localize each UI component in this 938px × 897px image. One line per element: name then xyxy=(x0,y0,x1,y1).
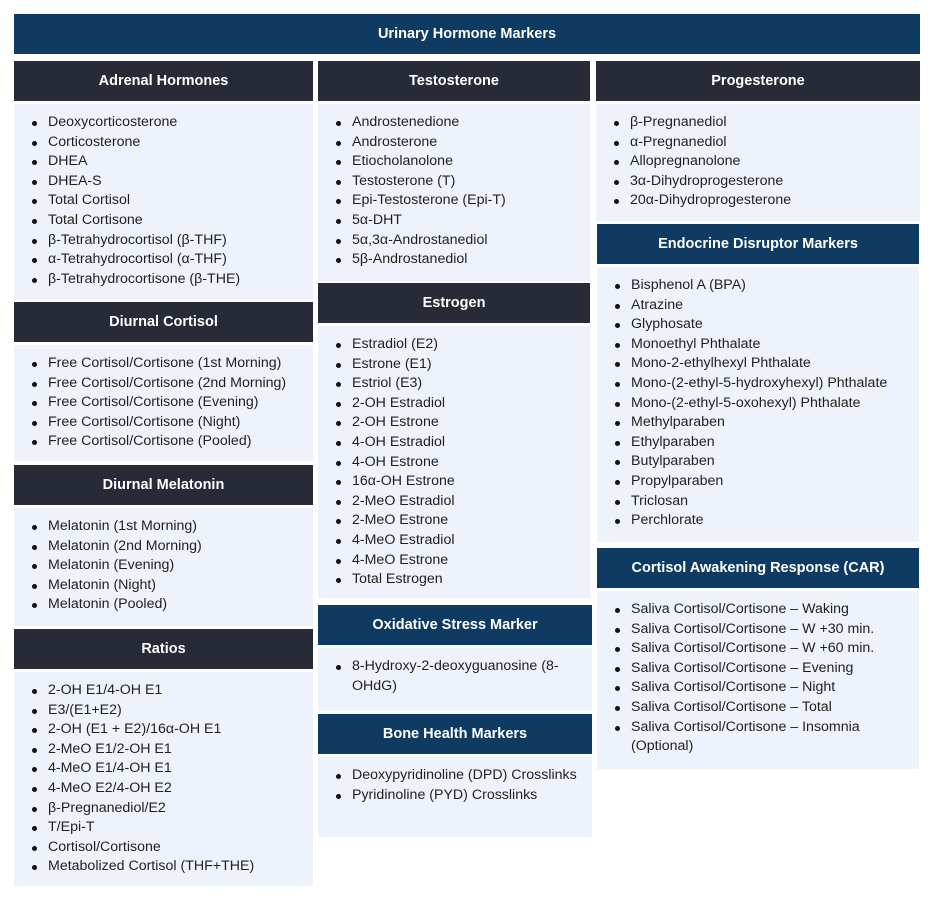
list-item: Saliva Cortisol/Cortisone – W +30 min. xyxy=(631,620,909,640)
section-progesterone xyxy=(596,61,920,221)
section-endocrine xyxy=(597,224,919,542)
section-diurnal-cortisol xyxy=(14,302,313,461)
list-item: Corticosterone xyxy=(48,133,303,153)
list-item: Total Cortisone xyxy=(48,211,303,231)
list-item: 16α-OH Estrone xyxy=(352,472,580,492)
list-item: Androsterone xyxy=(352,133,580,153)
section-ratios xyxy=(14,629,313,886)
list-item: Epi-Testosterone (Epi-T) xyxy=(352,191,580,211)
list-item: Perchlorate xyxy=(631,511,909,531)
list-item: Saliva Cortisol/Cortisone – Night xyxy=(631,678,909,698)
section-endocrine-header: Endocrine Disruptor Markers xyxy=(597,224,919,264)
list-item: Propylparaben xyxy=(631,472,909,492)
section-diurnal-cortisol-list xyxy=(24,354,303,452)
list-item: Saliva Cortisol/Cortisone – Waking xyxy=(631,600,909,620)
section-ratios-header: Ratios xyxy=(14,629,313,669)
list-item: 4-MeO E1/4-OH E1 xyxy=(48,759,303,779)
list-item: 2-OH E1/4-OH E1 xyxy=(48,681,303,701)
list-item: Free Cortisol/Cortisone (1st Morning) xyxy=(48,354,303,374)
list-item: Methylparaben xyxy=(631,413,909,433)
list-item: Butylparaben xyxy=(631,452,909,472)
section-diurnal-cortisol-header: Diurnal Cortisol xyxy=(14,302,313,342)
list-item: Melatonin (2nd Morning) xyxy=(48,537,303,557)
section-testosterone xyxy=(318,61,590,281)
section-progesterone-header: Progesterone xyxy=(596,61,920,101)
section-testosterone-list xyxy=(328,113,580,270)
list-item: Saliva Cortisol/Cortisone – Total xyxy=(631,698,909,718)
section-oxidative-header: Oxidative Stress Marker xyxy=(318,605,592,645)
list-item: 2-OH (E1 + E2)/16α-OH E1 xyxy=(48,720,303,740)
list-item: Free Cortisol/Cortisone (Evening) xyxy=(48,393,303,413)
list-item: 2-MeO Estradiol xyxy=(352,492,580,512)
list-item: Melatonin (Evening) xyxy=(48,556,303,576)
page-title: Urinary Hormone Markers xyxy=(14,14,920,54)
list-item: Melatonin (Pooled) xyxy=(48,595,303,615)
list-item: Estriol (E3) xyxy=(352,374,580,394)
list-item: Mono-(2-ethyl-5-hydroxyhexyl) Phthalate xyxy=(631,374,909,394)
list-item: 4-MeO Estradiol xyxy=(352,531,580,551)
list-item: Total Cortisol xyxy=(48,191,303,211)
list-item: α-Tetrahydrocortisol (α-THF) xyxy=(48,250,303,270)
list-item: 4-OH Estradiol xyxy=(352,433,580,453)
list-item: 2-OH Estradiol xyxy=(352,394,580,414)
list-item: 2-OH Estrone xyxy=(352,413,580,433)
list-item: Ethylparaben xyxy=(631,433,909,453)
list-item: 5α,3α-Androstanediol xyxy=(352,231,580,251)
list-item: Free Cortisol/Cortisone (Pooled) xyxy=(48,432,303,452)
list-item: T/Epi-T xyxy=(48,818,303,838)
list-item: Estrone (E1) xyxy=(352,355,580,375)
list-item: Melatonin (1st Morning) xyxy=(48,517,303,537)
list-item: Allopregnanolone xyxy=(630,152,910,172)
list-item: Mono-(2-ethyl-5-oxohexyl) Phthalate xyxy=(631,394,909,414)
section-car-header: Cortisol Awakening Response (CAR) xyxy=(597,548,919,588)
list-item: Saliva Cortisol/Cortisone – Evening xyxy=(631,659,909,679)
list-item: 3α-Dihydroprogesterone xyxy=(630,172,910,192)
list-item: Atrazine xyxy=(631,296,909,316)
list-item: β-Pregnanediol xyxy=(630,113,910,133)
list-item: Free Cortisol/Cortisone (Night) xyxy=(48,413,303,433)
list-item: Total Estrogen xyxy=(352,570,580,590)
list-item: β-Tetrahydrocortisol (β-THF) xyxy=(48,231,303,251)
list-item: 4-MeO Estrone xyxy=(352,551,580,571)
section-adrenal-header: Adrenal Hormones xyxy=(14,61,313,101)
list-item: Glyphosate xyxy=(631,315,909,335)
list-item: Pyridinoline (PYD) Crosslinks xyxy=(352,786,582,806)
list-item: 2-MeO E1/2-OH E1 xyxy=(48,740,303,760)
list-item: α-Pregnanediol xyxy=(630,133,910,153)
list-item: β-Pregnanediol/E2 xyxy=(48,799,303,819)
list-item: Cortisol/Cortisone xyxy=(48,838,303,858)
list-item: DHEA-S xyxy=(48,172,303,192)
list-item: E3/(E1+E2) xyxy=(48,701,303,721)
list-item: Deoxycorticosterone xyxy=(48,113,303,133)
section-ratios-list xyxy=(24,681,303,877)
list-item: 20α-Dihydroprogesterone xyxy=(630,191,910,211)
list-item: Monoethyl Phthalate xyxy=(631,335,909,355)
list-item: 2-MeO Estrone xyxy=(352,511,580,531)
list-item: 4-OH Estrone xyxy=(352,453,580,473)
section-car-list xyxy=(607,600,909,757)
section-estrogen-list xyxy=(328,335,580,590)
list-item: Saliva Cortisol/Cortisone – W +60 min. xyxy=(631,639,909,659)
list-item: Androstenedione xyxy=(352,113,580,133)
section-bone-header: Bone Health Markers xyxy=(318,714,592,754)
list-item: Metabolized Cortisol (THF+THE) xyxy=(48,857,303,877)
list-item: Bisphenol A (BPA) xyxy=(631,276,909,296)
list-item: Etiocholanolone xyxy=(352,152,580,172)
list-item: β-Tetrahydrocortisone (β-THE) xyxy=(48,270,303,290)
section-bone xyxy=(318,714,592,837)
list-item: 5β-Androstanediol xyxy=(352,250,580,270)
section-testosterone-header: Testosterone xyxy=(318,61,590,101)
section-bone-list xyxy=(328,766,582,805)
list-item: Testosterone (T) xyxy=(352,172,580,192)
list-item: DHEA xyxy=(48,152,303,172)
section-diurnal-melatonin-list xyxy=(24,517,303,615)
list-item: Deoxypyridinoline (DPD) Crosslinks xyxy=(352,766,582,786)
list-item: 8-Hydroxy-2-deoxyguanosine (8-OHdG) xyxy=(352,657,582,696)
section-car xyxy=(597,548,919,769)
list-item: Saliva Cortisol/Cortisone – Insomnia (Optional) xyxy=(631,718,909,757)
list-item: Triclosan xyxy=(631,492,909,512)
section-progesterone-list xyxy=(606,113,910,211)
section-adrenal-list xyxy=(24,113,303,289)
section-estrogen-header: Estrogen xyxy=(318,283,590,323)
list-item: Melatonin (Night) xyxy=(48,576,303,596)
section-estrogen xyxy=(318,283,590,598)
list-item: Estradiol (E2) xyxy=(352,335,580,355)
list-item: Free Cortisol/Cortisone (2nd Morning) xyxy=(48,374,303,394)
section-oxidative-list xyxy=(328,657,582,696)
section-adrenal xyxy=(14,61,313,300)
list-item: Mono-2-ethylhexyl Phthalate xyxy=(631,354,909,374)
section-diurnal-melatonin-header: Diurnal Melatonin xyxy=(14,465,313,505)
list-item: 4-MeO E2/4-OH E2 xyxy=(48,779,303,799)
list-item: 5α-DHT xyxy=(352,211,580,231)
section-oxidative xyxy=(318,605,592,711)
section-endocrine-list xyxy=(607,276,909,531)
section-diurnal-melatonin xyxy=(14,465,313,626)
